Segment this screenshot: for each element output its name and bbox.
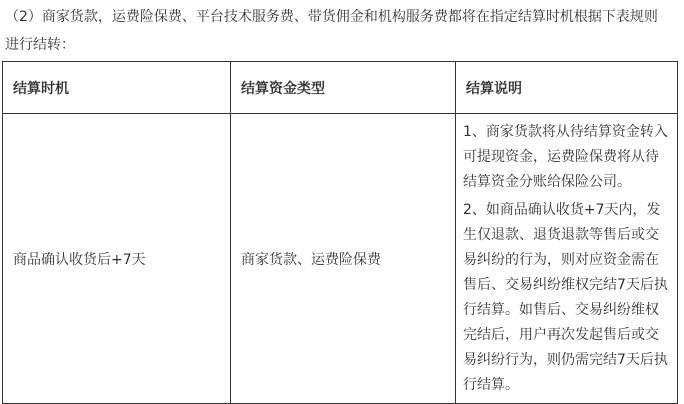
cell-settlement-timing: 商品确认收货后+7天 <box>3 114 231 404</box>
description-paragraph-1: 1、商家货款将从待结算资金转入可提现资金，运费险保费将从待结算资金分账给保险公司。 <box>463 124 668 190</box>
column-header-fund-type: 结算资金类型 <box>231 62 456 114</box>
cell-fund-type: 商家货款、运费险保费 <box>231 114 456 404</box>
table-row <box>3 114 678 404</box>
column-header-timing: 结算时机 <box>3 62 231 114</box>
description-paragraph-2: 2、如商品确认收货+7天内，发生仅退款、退货退款等售后或交易纠纷的行为，则对应资金需在售后、交易纠纷维权完结7天后执行结算。如售后、交易纠纷维权完结后，用户再次发起售后或交易纠纷行为，则仍需完结7天后执行结算。 <box>463 202 668 393</box>
column-header-description: 结算说明 <box>456 62 678 114</box>
document-page <box>0 3 684 404</box>
intro-paragraph: （2）商家货款，运费险保费、平台技术服务费、带货佣金和机构服务费都将在指定结算时机根据下表规则进行结转： <box>5 9 658 53</box>
header-row <box>3 62 678 114</box>
cell-settlement-description <box>456 114 678 404</box>
settlement-table <box>2 61 678 404</box>
